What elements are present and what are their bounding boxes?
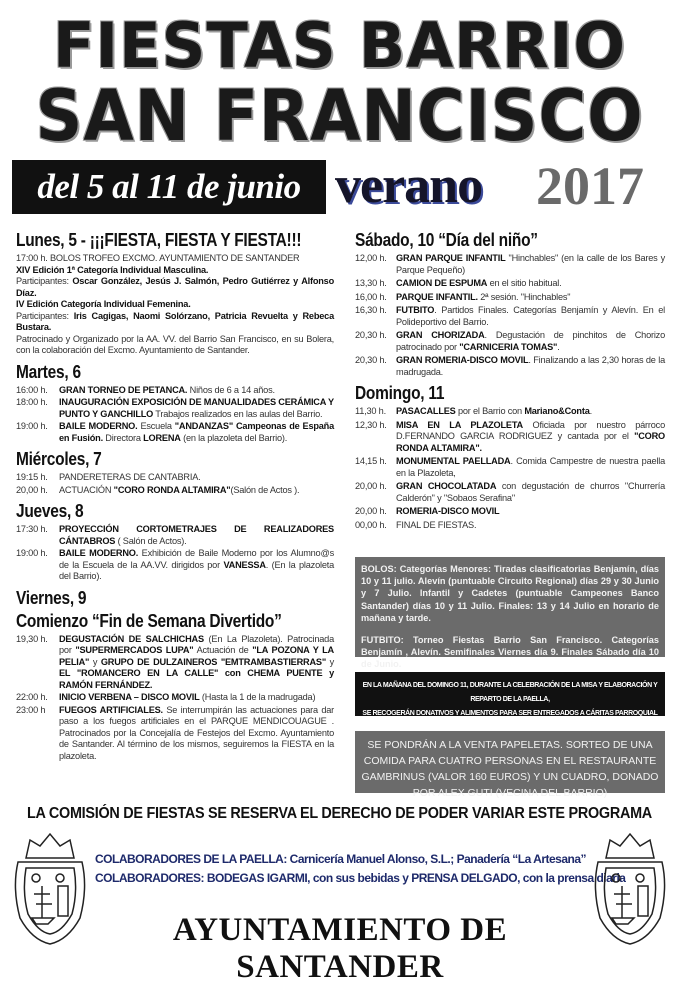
text-segment: FUTBITO — [396, 305, 435, 315]
text-segment: FUEGOS ARTIFICIALES. — [59, 704, 163, 715]
text-segment: (Salón de Actos ). — [230, 484, 300, 495]
event-time: 18:00 h. — [16, 397, 48, 407]
event-time: 16:00 h. — [16, 384, 48, 395]
city-council-label: AYUNTAMIENTO DE SANTANDER — [172, 912, 508, 985]
text-segment: PARQUE INFANTIL. — [396, 291, 478, 302]
text-segment: por el Barrio con — [455, 406, 525, 416]
event-line — [16, 334, 334, 357]
event-item — [16, 397, 334, 420]
text-segment: PROYECCIÓN CORTOMETRAJES DE REALIZADORES CÁNTABROS — [59, 524, 334, 546]
text-segment: "ANDANZAS" Campeonas de España en Fusión. — [59, 421, 335, 443]
event-item — [355, 355, 665, 378]
text-segment: GRAN PARQUE INFANTIL — [396, 253, 506, 263]
day-section — [16, 230, 334, 357]
text-segment: . — [557, 341, 560, 352]
event-time: 23:00 h — [16, 704, 46, 715]
event-description — [59, 524, 334, 547]
donations-line-2: SE RECOGERÁN DONATIVOS Y ALIMENTOS PARA SER ENTREGADOS A CÁRITAS PARROQUIAL SAN JUAN BAUTISTA — [362, 710, 658, 731]
event-time: 22:00 h. — [16, 692, 48, 702]
event-line — [16, 253, 334, 265]
sports-info-box — [355, 557, 665, 670]
text-segment: INAUGURACIÓN EXPOSICIÓN DE MANUALIDADES CERÁMICA Y PUNTO Y GANCHILLO — [59, 397, 334, 419]
text-segment: BAILE MODERNO. — [59, 548, 139, 558]
event-item — [16, 485, 334, 497]
event-item — [16, 472, 334, 484]
text-segment: MISA EN LA PLAZOLETA — [396, 419, 523, 430]
event-description — [59, 634, 334, 692]
event-item — [355, 406, 665, 418]
text-segment: DEGUSTACIÓN DE SALCHICHAS — [59, 633, 204, 644]
text-segment: . Partidos Finales. Categorías Benjamín y Alevín. En el Polideportivo del Barrio. — [396, 305, 665, 327]
text-segment: FINAL DE FIESTAS. — [396, 519, 477, 530]
event-time: 20,30 h. — [355, 330, 387, 340]
event-description — [396, 355, 665, 378]
event-description — [396, 506, 665, 518]
text-segment: "CORO RONDA ALTAMIRA" — [113, 484, 231, 495]
event-description — [59, 692, 334, 704]
text-segment: "SUPERMERCADOS LUPA" — [75, 645, 194, 655]
day-section — [16, 449, 334, 496]
title-line-1: FIESTAS BARRIO — [53, 9, 626, 82]
event-description — [396, 420, 665, 455]
event-item — [355, 520, 665, 532]
text-segment: GRAN ROMERIA-DISCO MOVIL — [396, 355, 529, 365]
event-item — [355, 330, 665, 353]
event-item — [16, 421, 334, 444]
bolos-info: BOLOS: Categorías Menores: Tiradas clasificatorias Benjamín, días 10 y 11 julio. Alevín (puntuable Circuito Regional) días 29 y 30 Junio y 7 Julio. Infantil y Cadetes (puntuable Campeones Banco Santander) días 10 y 11 Julio. Finales: 13 y 14 Julio en horario de mañana y tarde. — [361, 564, 659, 623]
text-segment: "LA POZONA Y LA PELIA" — [59, 645, 334, 667]
text-segment: y — [89, 656, 101, 667]
day-section — [355, 383, 665, 531]
text-segment: (en la plazoleta del Barrio). — [180, 432, 288, 443]
event-item — [16, 548, 334, 583]
day-heading: Domingo, 11 — [355, 383, 445, 403]
event-description — [59, 421, 334, 444]
event-description — [396, 406, 665, 418]
text-segment: "Hinchables" (en la calle de los Bares y Parque Pequeño) — [396, 253, 665, 275]
event-item — [355, 481, 665, 504]
event-time: 20,30 h. — [355, 355, 387, 365]
left-program-column — [16, 230, 334, 763]
event-block — [16, 253, 334, 357]
text-segment: . Comida Campestre de nuestra paella en la Plazoleta, — [396, 456, 666, 478]
text-segment: Escuela — [137, 421, 175, 431]
text-segment: BAILE MODERNO. — [59, 421, 138, 431]
text-segment: LORENA — [143, 432, 181, 443]
event-time: 11,30 h. — [355, 406, 386, 416]
santander-coat-of-arms-icon — [8, 828, 92, 950]
event-item — [355, 253, 665, 276]
text-segment: y — [326, 656, 334, 667]
event-item — [16, 385, 334, 397]
event-description — [59, 472, 334, 484]
title-line-2: SAN FRANCISCO — [35, 75, 644, 157]
event-line — [16, 276, 334, 299]
day-heading: Miércoles, 7 — [16, 449, 102, 469]
event-item — [16, 692, 334, 704]
event-description — [396, 520, 665, 532]
day-section — [16, 588, 334, 763]
day-section — [16, 362, 334, 445]
text-segment: XIV Edición 1ª Categoría Individual Masculina. — [16, 264, 209, 275]
day-section — [355, 230, 665, 378]
text-segment: Oficiada por nuestro párroco D.FERNANDO GARCIA RODRIGUEZ y cantada por el — [396, 419, 665, 441]
event-time: 13,30 h. — [355, 278, 387, 288]
event-description — [59, 705, 334, 763]
day-section — [16, 501, 334, 583]
event-item — [16, 524, 334, 547]
text-segment: . Degustación de pinchitos de Chorizo patrocinado por — [396, 330, 665, 352]
event-item — [355, 292, 665, 304]
paella-sponsors: COLABORADORES DE LA PAELLA: Carnicería Manuel Alonso, S.L.; Panadería “La Artesana” — [95, 852, 587, 866]
event-description — [59, 548, 334, 583]
event-time: 00,00 h. — [355, 519, 387, 530]
year-label: 2017 — [536, 156, 644, 216]
text-segment: PASACALLES — [396, 406, 456, 416]
event-description — [59, 385, 334, 397]
text-segment: GRUPO DE DULZAINEROS "EMTRAMBASTIERRAS" — [100, 656, 326, 667]
event-time: 20,00 h. — [355, 481, 387, 491]
event-time: 16,00 h. — [355, 291, 387, 302]
day-heading: Sábado, 10 “Día del niño” — [355, 230, 538, 250]
event-description — [396, 456, 665, 479]
text-segment: IV Edición Categoría Individual Femenina. — [16, 299, 191, 309]
event-description — [396, 481, 665, 504]
text-segment: (Hasta la 1 de la madrugada) — [199, 692, 316, 702]
event-item — [355, 456, 665, 479]
text-segment: (En La Plazoleta). Patrocinada por — [59, 633, 335, 655]
event-time: 20,00 h. — [16, 484, 48, 495]
event-item — [355, 278, 665, 290]
event-item — [16, 705, 334, 763]
day-heading: Martes, 6 — [16, 361, 81, 382]
donations-box — [355, 672, 665, 731]
text-segment: Niños de 6 a 14 años. — [187, 384, 275, 395]
day-subtitle: Comienzo “Fin de Semana Divertido” — [16, 610, 282, 631]
text-segment: VANESSA — [223, 559, 266, 570]
text-segment: Oscar González, Jesús J. Salmón, Pedro Gutiérrez y Alfonso Díaz. — [16, 276, 334, 298]
season-label: verano — [335, 157, 483, 214]
event-item — [355, 305, 665, 328]
text-segment: INICIO VERBENA – DISCO MOVIL — [59, 692, 200, 702]
text-segment: Actuación de — [193, 645, 253, 655]
event-time: 19:15 h. — [16, 472, 48, 482]
event-line — [16, 265, 334, 277]
event-line — [16, 311, 334, 334]
event-item — [355, 506, 665, 518]
event-description — [396, 305, 665, 328]
event-time: 16,30 h. — [355, 305, 387, 315]
text-segment: . — [589, 406, 592, 416]
event-time: 14,15 h. — [355, 456, 387, 466]
text-segment: "CORO RONDA ALTAMIRA". — [396, 431, 665, 453]
event-description — [59, 397, 334, 420]
right-program-column — [355, 230, 665, 533]
text-segment: ACTUACIÓN — [59, 484, 114, 495]
event-description — [59, 485, 334, 497]
text-segment: con degustación de churros "Churrería Calderón" y "Sobaos Serafina" — [396, 481, 666, 503]
text-segment: Participantes: — [16, 276, 73, 286]
program-notice: LA COMISIÓN DE FIESTAS SE RESERVA EL DERECHO DE PODER VARIAR ESTE PROGRAMA — [27, 805, 652, 822]
text-segment: "CARNICERIA TOMAS" — [459, 341, 558, 352]
event-time: 12,00 h. — [355, 253, 387, 263]
event-line — [16, 299, 334, 311]
date-banner: del 5 al 11 de junio — [12, 160, 326, 214]
event-time: 19:00 h. — [16, 421, 48, 431]
text-segment: Exhibición de Baile Moderno por los Alumno@s de la Escuela de la AA.VV. dirigidos por — [59, 548, 334, 570]
santander-coat-of-arms-icon — [588, 828, 672, 950]
text-segment: 17:00 h. BOLOS TROFEO EXCMO. AYUNTAMIENTO DE SANTANDER — [16, 253, 300, 263]
text-segment: Iris Cagigas, Naomi Solórzano, Patricia Revuelta y Rebeca Bustara. — [16, 310, 334, 332]
text-segment: . (En la plazoleta del Barrio). — [59, 559, 335, 581]
event-time: 19:00 h. — [16, 548, 48, 558]
text-segment: Patrocinado y Organizado por la AA. VV. del Barrio San Francisco, en su Bolera, con la colaboración del Excmo. Ayuntamiento de Santander. — [16, 333, 334, 355]
text-segment: Se interrumpirán las actuaciones para dar paso a los fuegos artificiales en el PARQUE MENDICOUAGUE . Patrocinados por la Concejalía de Festejos del Excmo. Ayuntamiento de Santander. Al término de los mismos, seguiremos la FIESTA en la plazoleta. — [59, 704, 334, 761]
text-segment: ROMERIA-DISCO MOVIL — [396, 506, 500, 516]
text-segment: GRAN TORNEO DE PETANCA. — [59, 384, 188, 395]
text-segment: Directora — [102, 432, 144, 443]
text-segment: MONUMENTAL PAELLADA — [396, 456, 511, 466]
event-description — [396, 330, 665, 353]
other-sponsors: COLABORADORES: BODEGAS IGARMI, con sus bebidas y PRENSA DELGADO, con la prensa diaria — [95, 871, 626, 885]
raffle-box: SE PONDRÁN A LA VENTA PAPELETAS. SORTEO DE UNA COMIDA PARA CUATRO PERSONAS EN EL RESTAURANTE GAMBRINUS (VALOR 160 EUROS) Y UN CUADRO, DONADO POR ALEX GUTI (VECINA DEL BARRIO) — [355, 731, 665, 793]
event-description — [396, 278, 665, 290]
text-segment: Trabajos realizados en las aulas del Barrio. — [153, 408, 323, 419]
text-segment: 2ª sesión. "Hinchables" — [477, 291, 571, 302]
text-segment: GRAN CHORIZADA — [396, 330, 485, 340]
day-heading: Viernes, 9 — [16, 587, 87, 608]
event-time: 20,00 h. — [355, 506, 387, 516]
event-description — [396, 292, 665, 304]
text-segment: . Finalizando a las 2,30 horas de la madrugada. — [396, 355, 665, 377]
text-segment: ( Salón de Actos). — [115, 535, 187, 546]
donations-line-1: EN LA MAÑANA DEL DOMINGO 11, DURANTE LA CELEBRACIÓN DE LA MISA Y ELABORACIÓN Y REPARTO DE LA PAELLA, — [362, 682, 658, 703]
text-segment: PANDERETERAS DE CANTABRIA. — [59, 472, 201, 482]
text-segment: en el sitio habitual. — [487, 278, 562, 288]
event-description — [396, 253, 665, 276]
event-time: 12,30 h. — [355, 419, 387, 430]
text-segment: Participantes: — [16, 310, 74, 321]
text-segment: CAMION DE ESPUMA — [396, 278, 488, 288]
day-heading: Lunes, 5 - ¡¡¡FIESTA, FIESTA Y FIESTA!!! — [16, 230, 302, 250]
day-heading: Jueves, 8 — [16, 501, 84, 521]
text-segment: Mariano&Conta — [524, 406, 590, 416]
event-time: 19,30 h. — [16, 633, 48, 644]
event-item — [16, 634, 334, 692]
event-time: 17:30 h. — [16, 524, 48, 534]
event-item — [355, 420, 665, 455]
text-segment: GRAN CHOCOLATADA — [396, 481, 497, 491]
text-segment: EL "ROMANCERO EN LA CALLE" con CHEMA PUENTE y RAMÓN FERNÁNDEZ. — [59, 668, 334, 690]
futbito-info: FUTBITO: Torneo Fiestas Barrio San Francisco. Categorías Benjamín , Alevín. Semifinales Viernes día 9. Finales Sábado día 10 de Junio. — [361, 635, 659, 670]
